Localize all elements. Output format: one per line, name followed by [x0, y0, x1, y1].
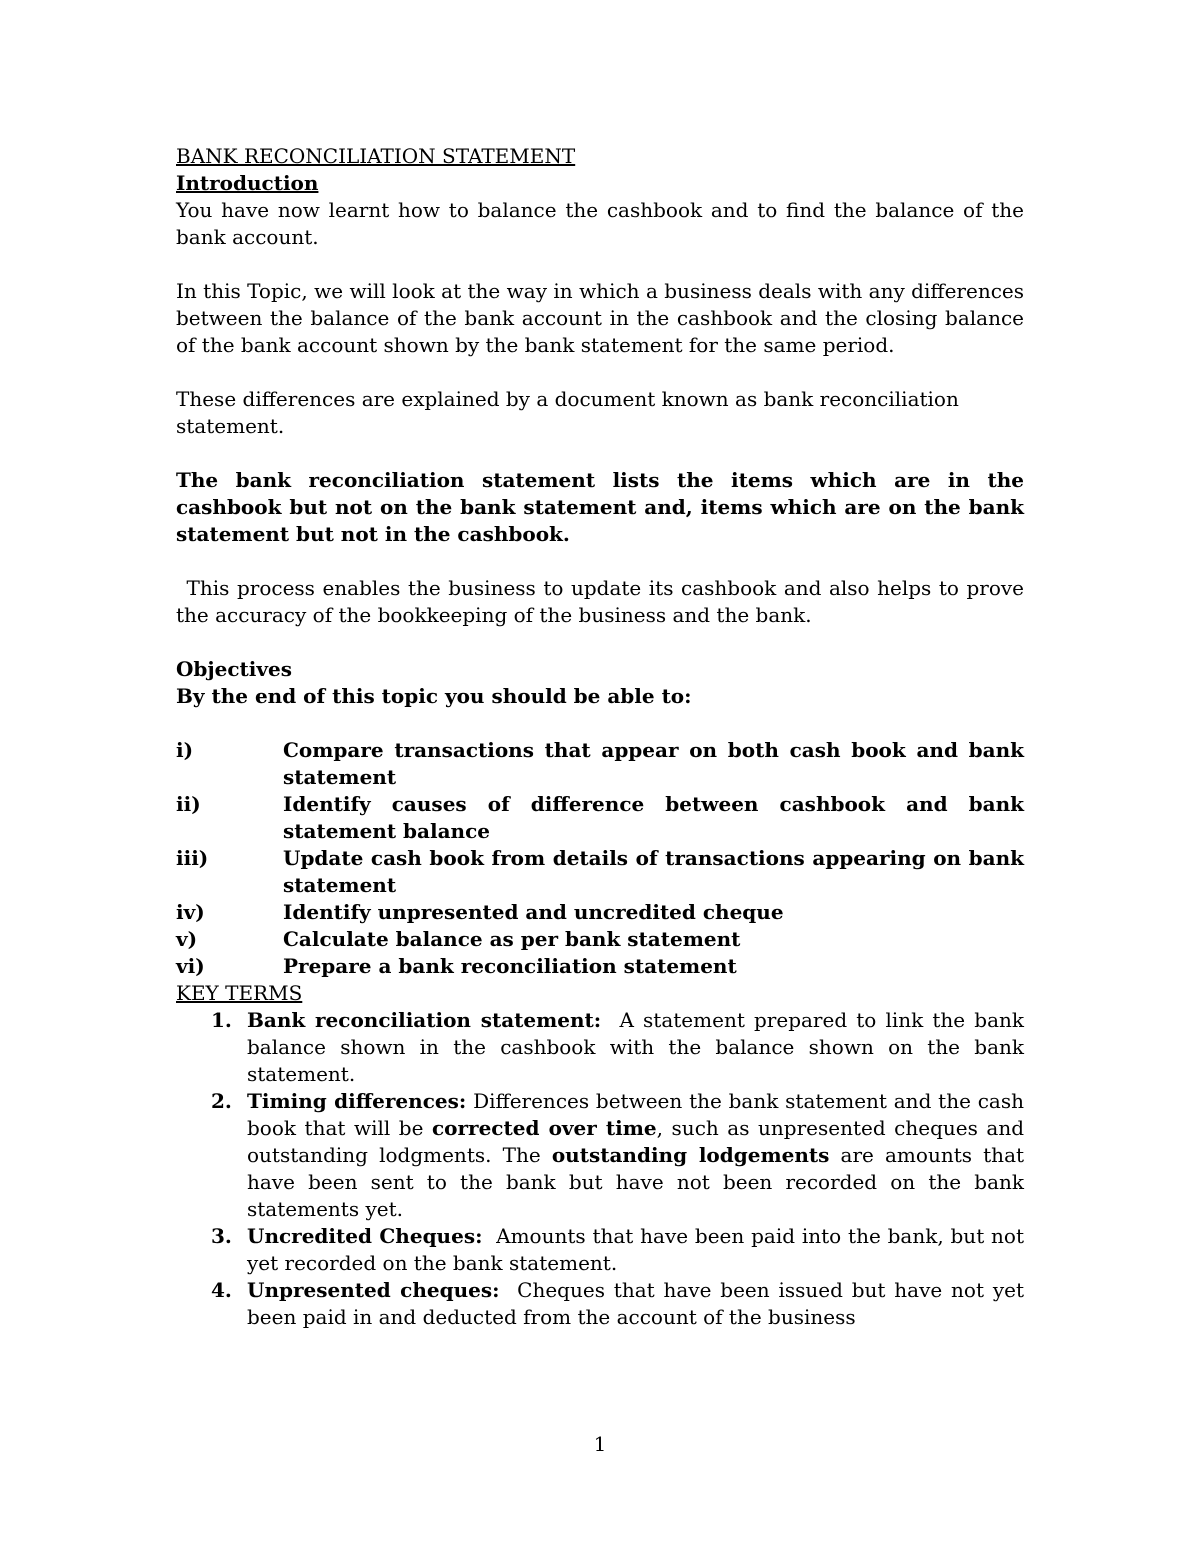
objective-item	[176, 899, 1024, 926]
key-term-item	[176, 1223, 1024, 1277]
key-term-definition: A statement prepared to link the bank balance shown in the cashbook with the balance shown on the bank statement.	[247, 1008, 1025, 1086]
intro-paragraph-5	[176, 575, 1024, 629]
introduction-heading: Introduction	[176, 171, 319, 195]
objective-text: Identify causes of difference between cashbook and bank statement balance	[283, 792, 1024, 843]
objective-text: Update cash book from details of transactions appearing on bank statement	[283, 846, 1024, 897]
objective-text: Identify unpresented and uncredited cheque	[283, 900, 784, 924]
objective-text: Compare transactions that appear on both cash book and bank statement	[283, 738, 1024, 789]
intro-paragraph-1: You have now learnt how to balance the cashbook and to find the balance of the bank account.	[176, 198, 1024, 249]
key-term-name: Uncredited Cheques:	[247, 1224, 483, 1248]
objectives-intro: By the end of this topic you should be able to:	[176, 684, 692, 708]
key-term-name: Unpresented cheques:	[247, 1278, 500, 1302]
key-term-number: 3.	[211, 1224, 232, 1248]
intro-paragraph-3: These differences are explained by a document known as bank reconciliation statement.	[176, 387, 959, 438]
key-term-name: Timing differences:	[247, 1089, 467, 1113]
intro-paragraph-5-text: This process enables the business to update its cashbook and also helps to prove the accuracy of the bookkeeping of the business and the bank.	[176, 576, 1025, 627]
page-number: 1	[593, 1432, 607, 1456]
key-term-definition: Cheques that have been issued but have not yet been paid in and deducted from the account of the business	[247, 1278, 1025, 1329]
objective-item	[176, 953, 1024, 980]
objective-number: i)	[176, 738, 194, 762]
intro-paragraph-4: The bank reconciliation statement lists the items which are in the cashbook but not on the bank statement and, items which are on the bank statement but not in the cashbook.	[176, 468, 1024, 546]
objective-number: v)	[176, 927, 198, 951]
objective-text: Prepare a bank reconciliation statement	[283, 954, 737, 978]
key-term-definition: Amounts that have been paid into the bank, but not yet recorded on the bank statement.	[247, 1224, 1025, 1275]
key-term-emphasis: outstanding lodgements	[551, 1143, 830, 1167]
key-term-item	[176, 1007, 1024, 1088]
key-term-emphasis: corrected over time	[431, 1116, 657, 1140]
objective-item	[176, 737, 1024, 791]
key-term-definition-part: Differences between the bank statement and the cash book that will be	[247, 1089, 1024, 1140]
objective-number: iv)	[176, 900, 205, 924]
key-term-body	[247, 1277, 1024, 1331]
key-term-body	[247, 1223, 1024, 1277]
key-term-item	[176, 1277, 1024, 1331]
key-terms-list	[176, 1007, 1024, 1331]
key-term-number: 4.	[211, 1278, 232, 1302]
objective-item	[176, 926, 1024, 953]
objective-number: iii)	[176, 846, 209, 870]
objective-text: Calculate balance as per bank statement	[283, 927, 741, 951]
key-term-name: Bank reconciliation statement:	[247, 1008, 602, 1032]
key-term-item	[176, 1088, 1024, 1223]
objective-number: vi)	[176, 954, 205, 978]
objectives-heading: Objectives	[176, 657, 292, 681]
key-term-definition-part: , such as unpresented cheques and outstanding lodgments. The	[247, 1116, 1025, 1167]
document-title: BANK RECONCILIATION STATEMENT	[176, 144, 576, 168]
key-term-body	[247, 1088, 1024, 1223]
objectives-list	[176, 737, 1024, 980]
key-terms-heading: KEY TERMS	[176, 981, 303, 1005]
key-term-number: 2.	[211, 1089, 232, 1113]
key-term-number: 1.	[211, 1008, 232, 1032]
objective-item	[176, 791, 1024, 845]
objective-number: ii)	[176, 792, 201, 816]
intro-paragraph-2: In this Topic, we will look at the way in which a business deals with any differences between the balance of the bank account in the cashbook and the closing balance of the bank account shown by the bank statement for the same period.	[176, 279, 1024, 357]
objective-item	[176, 845, 1024, 899]
document-page	[176, 143, 1024, 1331]
key-term-definition-part: are amounts that have been sent to the bank but have not been recorded on the bank statements yet.	[247, 1143, 1025, 1221]
key-term-body	[247, 1007, 1024, 1088]
